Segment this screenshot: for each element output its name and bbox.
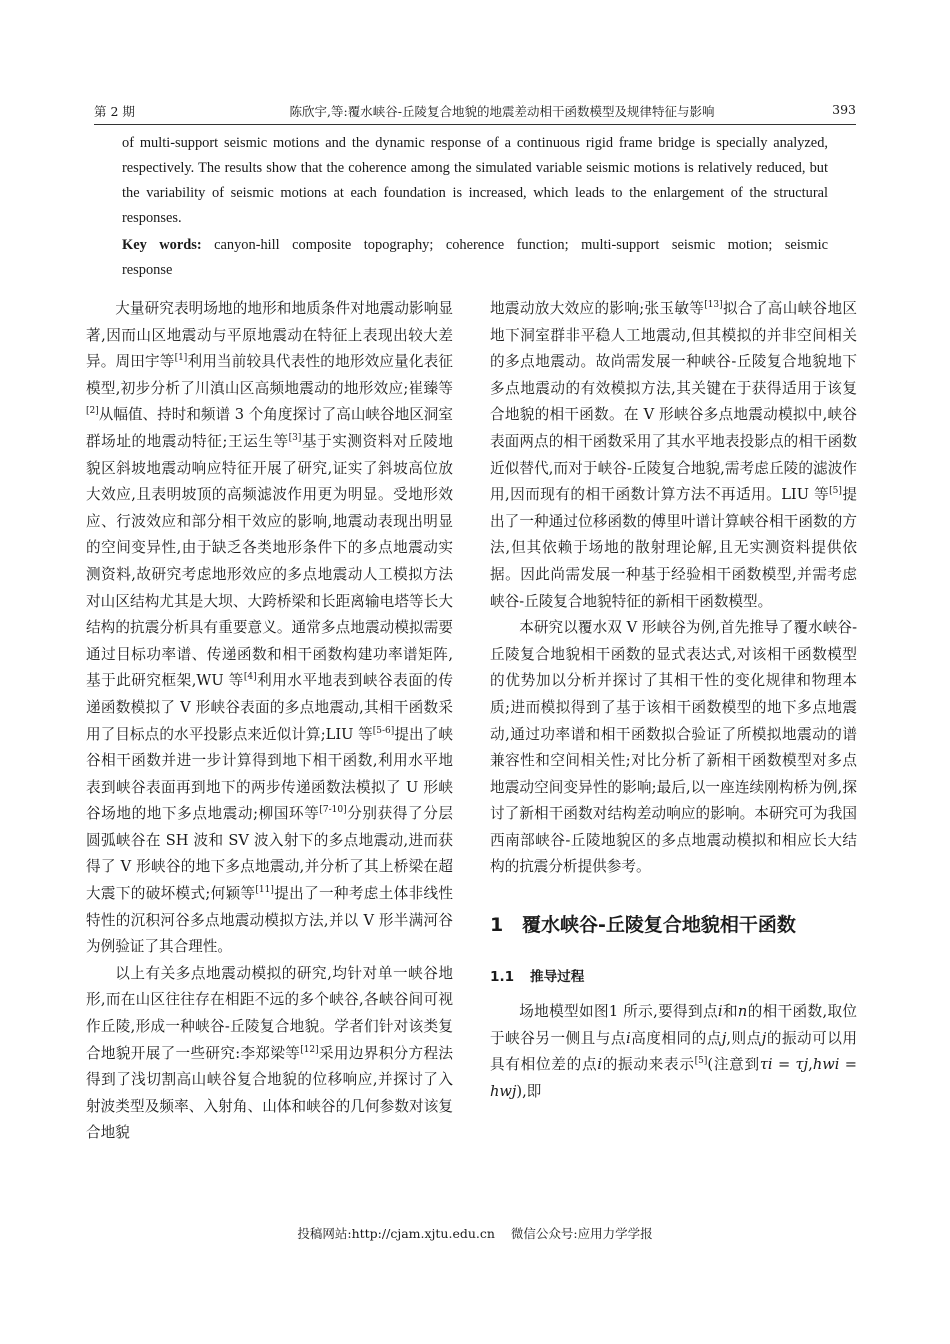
- running-title: 陈欣宇,等:覆水峡谷-丘陵复合地貌的地震差动相干函数模型及规律特征与影响: [289, 104, 715, 119]
- body-paragraph: 场地模型如图1 所示,要得到点i和n的相干函数,取位于峡谷另一侧且与点i高度相同的点j,则点j的振动可以用具有相位差的点i的振动来表示[5](注意到τi = τj,hwi = hwj),即: [490, 1003, 857, 1100]
- citation[interactable]: [2]: [86, 406, 99, 417]
- citation[interactable]: [12]: [300, 1044, 319, 1055]
- subsection-number: 1.1: [490, 969, 515, 986]
- citation[interactable]: [7-10]: [319, 805, 347, 816]
- page-number: 393: [832, 102, 856, 117]
- body-paragraph: 本研究以覆水双 V 形峡谷为例,首先推导了覆水峡谷-丘陵复合地貌相干函数的显式表达式,对该相干函数模型的优势加以分析并探讨了其相干性的变化规律和物理本质;进而模拟得到了基于该相干函数模型的地下多点地震动,通过功率谱和相干函数拟合验证了所模拟地震动的谱兼容性和空间相关性;对比分析了新相干函数模型对多点地震动空间变异性的影响;最后,以一座连续刚构桥为例,探讨了新相干函数对结构差动响应的影响。本研究可为我国西南部峡谷-丘陵地貌区的多点地震动模拟和相应长大结构的抗震分析提供参考。: [490, 619, 857, 876]
- abstract-text: of multi-support seismic motions and the dynamic response of a continuous rigid frame bridge is specially analyzed, respectively. The results show that the coherence among the simulated variable seismic motions is relatively reduced, but the variability of seismic motions at each foundation is increased, which leads to the enlargement of the structural responses.: [122, 135, 828, 226]
- subsection-heading: [490, 963, 857, 991]
- keywords: [122, 233, 828, 283]
- citation[interactable]: [5]: [829, 486, 842, 497]
- keywords-list: canyon-hill composite topography; coherence function; multi-support seismic motion; seismic response: [122, 237, 828, 278]
- issue-number: 第 2 期: [94, 104, 135, 119]
- right-column: [490, 296, 857, 1105]
- citation[interactable]: [1]: [174, 353, 188, 364]
- citation[interactable]: [13]: [704, 300, 723, 310]
- left-column: [86, 296, 453, 1147]
- header-rule: [94, 124, 856, 125]
- section-heading: [490, 905, 857, 945]
- keywords-label: Key words:: [122, 237, 202, 253]
- section-title: 覆水峡谷-丘陵复合地貌相干函数: [522, 914, 796, 937]
- page-footer: [0, 1224, 950, 1242]
- equation-tau: τi = τj: [759, 1056, 809, 1074]
- body-paragraph: 大量研究表明场地的地形和地质条件对地震动影响显著,因而山区地震动与平原地震动在特征上表现出较大差异。周田宇等[1]利用当前较具代表性的地形效应量化表征模型,初步分析了川滇山区高频地震动的地形效应;崔臻等[2]从幅值、持时和频谱 3 个角度探讨了高山峡谷地区洞室群场址的地震动特征;王运生等[3]基于实测资料对丘陵地貌区斜坡地震动响应特征开展了研究,证实了斜坡高位放大效应,且表明坡顶的高频滤波作用更为明显。受地形效应、行波效应和部分相干效应的影响,地震动表现出明显的空间变异性,由于缺乏各类地形条件下的多点地震动实测资料,故研究考虑地形效应的多点地震动人工模拟方法对山区结构尤其是大坝、大跨桥梁和长距离输电塔等长大结构的抗震分析具有重要意义。通常多点地震动模拟需要通过目标功率谱、传递函数和相干函数构建功率谱矩阵,基于此研究框架,WU 等[4]利用水平地表到峡谷表面的传递函数模拟了 V 形峡谷表面的多点地震动,其相干函数采用了目标点的水平投影点来近似计算;LIU 等[5-6]提出了峡谷相干函数并进一步计算得到地下相干函数,利用水平地表到峡谷表面再到地下的两步传递函数法模拟了 U 形峡谷场地的地下多点地震动;柳国环等[7-10]分别获得了分层圆弧峡谷在 SH 波和 SV 波入射下的多点地震动,进而获得了 V 形峡谷的地下多点地震动,并分析了其上桥梁在超大震下的破坏模式;何颖等[11]提出了一种考虑土体非线性特性的沉积河谷多点地震动模拟方法,并以 V 形半满河谷为例验证了其合理性。: [86, 300, 453, 956]
- abstract-continuation: [122, 131, 828, 283]
- citation[interactable]: [4]: [243, 672, 257, 683]
- body-paragraph: 以上有关多点地震动模拟的研究,均针对单一峡谷地形,而在山区往往存在相距不远的多个峡谷,各峡谷间可视作丘陵,形成一种峡谷-丘陵复合地貌。学者们针对该类复合地貌开展了一些研究:李郑梁等[12]采用边界积分方程法得到了浅切割高山峡谷复合地貌的位移响应,并探讨了入射波类型及频率、入射角、山体和峡谷的几何参数对该复合地貌: [86, 964, 453, 1142]
- submission-site: 投稿网站:http://cjam.xjtu.edu.cn: [297, 1226, 495, 1241]
- citation[interactable]: [3]: [288, 432, 302, 443]
- section-number: 1: [490, 914, 504, 937]
- citation[interactable]: [5-6]: [372, 725, 395, 736]
- citation[interactable]: [11]: [255, 885, 274, 896]
- subsection-title: 推导过程: [530, 969, 585, 986]
- equation-h: hwi = hwj: [490, 1056, 857, 1100]
- wechat-account: 微信公众号:应用力学学报: [510, 1226, 653, 1241]
- running-header: [94, 102, 856, 122]
- body-paragraph: 地震动放大效应的影响;张玉敏等[13]拟合了高山峡谷地区地下洞室群非平稳人工地震动,但其模拟的并非空间相关的多点地震动。故尚需发展一种峡谷-丘陵复合地貌地下多点地震动的有效模拟方法,其关键在于获得适用于该复合地貌的相干函数。在 V 形峡谷多点地震动模拟中,峡谷表面两点的相干函数采用了其水平地表投影点的相干函数近似替代,而对于峡谷-丘陵复合地貌,需考虑丘陵的滤波作用,因而现有的相干函数计算方法不再适用。LIU 等[5]提出了一种通过位移函数的傅里叶谱计算峡谷相干函数的方法,但其依赖于场地的散射理论解,且无实测资料提供依据。因此尚需发展一种基于经验相干函数模型,并需考虑峡谷-丘陵复合地貌特征的新相干函数模型。: [490, 300, 857, 610]
- citation[interactable]: [5]: [694, 1056, 708, 1067]
